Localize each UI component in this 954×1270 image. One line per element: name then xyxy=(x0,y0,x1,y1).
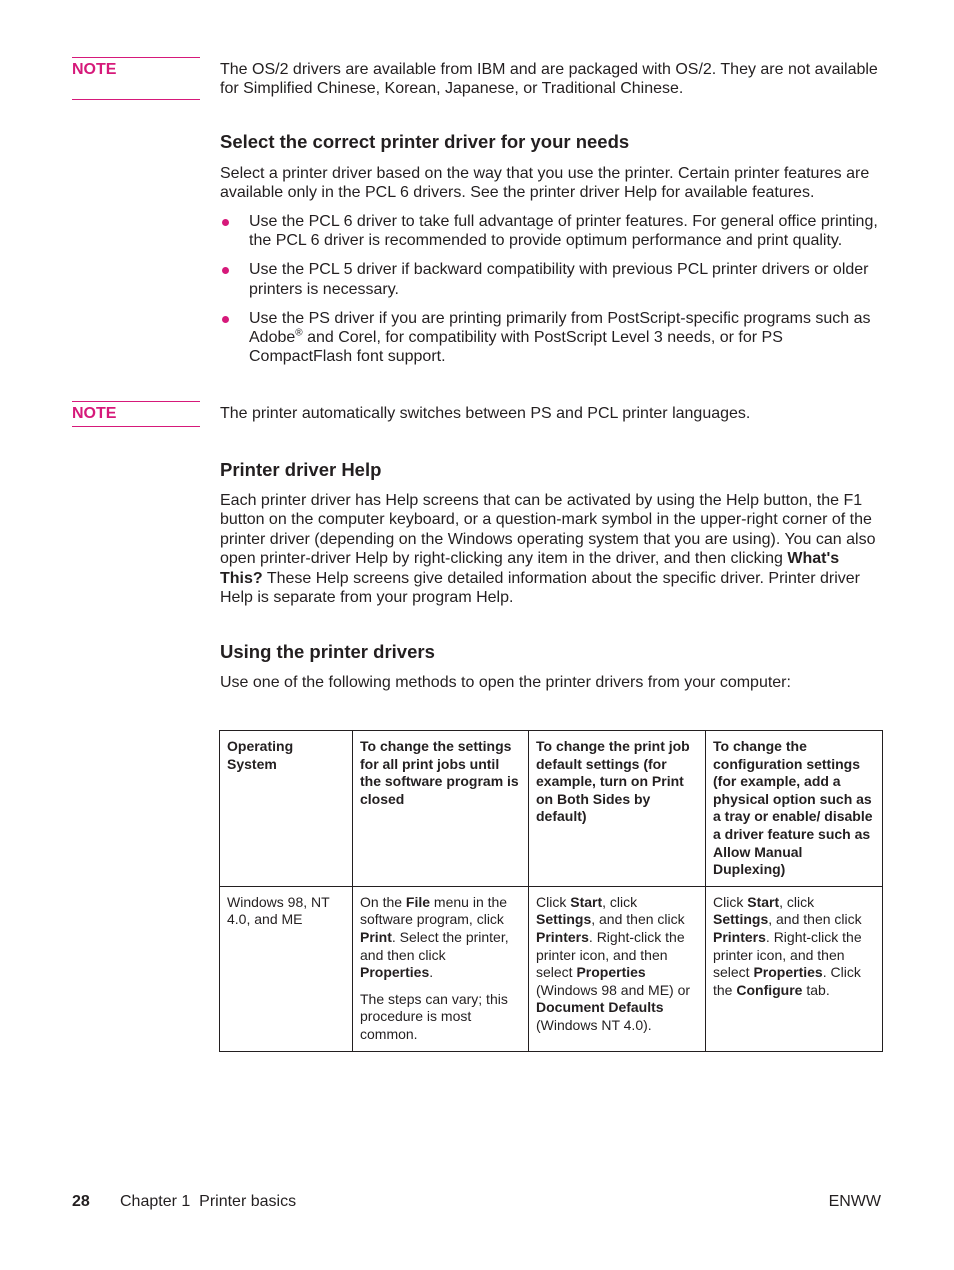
table-header-cell: Operating System xyxy=(220,731,353,887)
bullet-icon xyxy=(222,316,229,323)
table-header-cell: To change the settings for all print jobs until the software program is closed xyxy=(353,731,529,887)
list-item xyxy=(220,309,882,367)
table-header-cell: To change the print job default settings (for example, turn on Print on Both Sides by default) xyxy=(529,731,706,887)
table-header-row xyxy=(220,731,883,887)
table-header-cell: To change the configuration settings (for example, add a physical option such as a tray or enable/ disable a driver feature such as Allow Manual Duplexing) xyxy=(706,731,883,887)
section-heading-select-driver: Select the correct printer driver for your needs xyxy=(220,131,630,152)
bullet-icon xyxy=(222,219,229,226)
driver-bullet-list xyxy=(220,212,882,376)
table-cell: On the File menu in the software program, click Print. Select the printer, and then click Properties. The steps can vary; this procedure is most common. xyxy=(353,886,529,1051)
list-item xyxy=(220,212,882,251)
note-label: NOTE xyxy=(72,57,200,100)
table-cell: Click Start, click Settings, and then click Printers. Right-click the printer icon, and then select Properties (Windows 98 and ME) or Document Defaults (Windows NT 4.0). xyxy=(529,886,706,1051)
section-intro: Select a printer driver based on the way that you use the printer. Certain printer features are available only in the PCL 6 drivers. See the printer driver Help for available features. xyxy=(220,165,870,202)
registered-mark: ® xyxy=(295,327,303,339)
table-cell-os: Windows 98, NT 4.0, and ME xyxy=(220,886,353,1051)
list-item xyxy=(220,260,882,299)
bullet-icon xyxy=(222,267,229,274)
bullet-text: Use the PCL 5 driver if backward compatibility with previous PCL printer drivers or older printers is necessary. xyxy=(249,261,869,298)
whats-this-term: What's This? xyxy=(220,550,840,587)
bullet-text: Use the PS driver if you are printing primarily from PostScript-specific programs such as Adobe® and Corel, for compatibility with PostScript Level 3 needs, or for PS CompactFlash font support. xyxy=(249,309,871,366)
section-heading-driver-help: Printer driver Help xyxy=(220,459,382,480)
bullet-text: Use the PCL 6 driver to take full advantage of printer features. For general office printing, the PCL 6 driver is recommended to provide optimum performance and print quality. xyxy=(249,213,878,250)
note-label: NOTE xyxy=(72,401,200,427)
section-heading-using-drivers: Using the printer drivers xyxy=(220,641,435,662)
note-text: The printer automatically switches between PS and PCL printer languages. xyxy=(220,405,751,422)
driver-help-paragraph: Each printer driver has Help screens that can be activated by using the Help button, the F1 button on the computer keyboard, or a question-mark symbol in the upper-right corner of the printer driver (depending on the Windows operating system that you are using). You can also open printer-driver Help by right-clicking any item in the driver, and then clicking What's This? These Help screens give detailed information about the specific driver. Printer driver Help is separate from your program Help. xyxy=(220,492,876,607)
brand-code: ENWW xyxy=(828,1193,881,1210)
page-number: 28 xyxy=(72,1193,90,1210)
driver-methods-table xyxy=(219,730,883,1052)
table-cell: Click Start, click Settings, and then click Printers. Right-click the printer icon, and then select Properties. Click the Configure tab. xyxy=(706,886,883,1051)
section-intro: Use one of the following methods to open the printer drivers from your computer: xyxy=(220,674,791,691)
chapter-title: Chapter 1 Printer basics xyxy=(120,1193,297,1210)
note-text: The OS/2 drivers are available from IBM and are packaged with OS/2. They are not available for Simplified Chinese, Korean, Japanese, or Traditional Chinese. xyxy=(220,61,878,98)
table-row xyxy=(220,886,883,1051)
